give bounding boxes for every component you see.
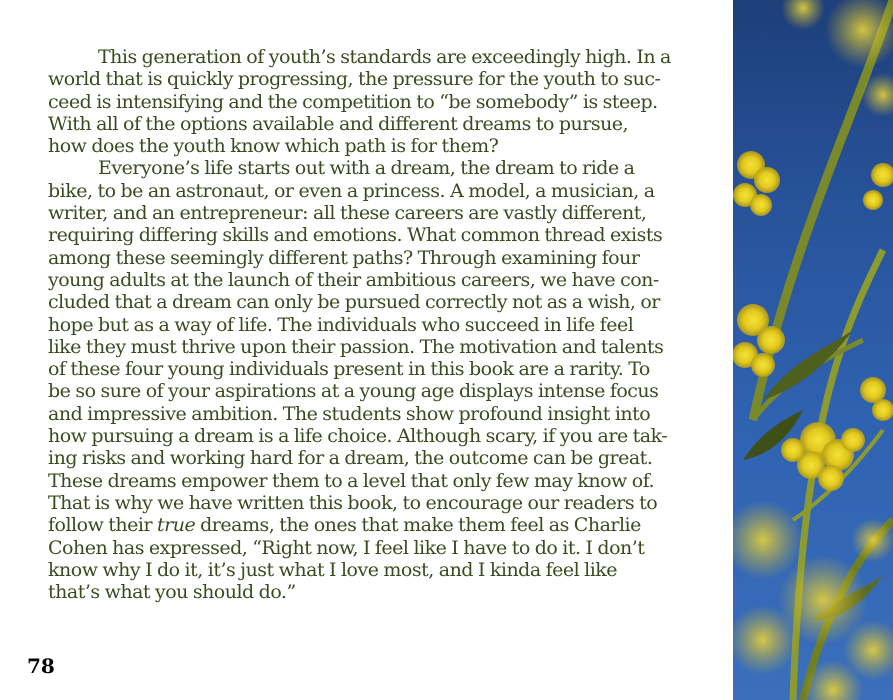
paragraph-2-line: These dreams empower them to a level that only few may know of.	[48, 469, 655, 492]
paragraph-2-line: hope but as a way of life. The individuals who succeed in life feel	[48, 313, 634, 336]
paragraph-2-line: young adults at the launch of their ambitious careers, we have con-	[48, 268, 659, 291]
paragraph-2-line: Everyone’s life starts out with a dream, the dream to ride a	[98, 157, 635, 180]
emphasized-word: true	[156, 514, 196, 537]
page-number: 78	[27, 654, 55, 678]
paragraph-2-line: be so sure of your aspirations at a young age displays intense focus	[48, 380, 659, 403]
quote-line: Cohen has expressed, “Right now, I feel like I have to do it. I don’t	[48, 536, 645, 559]
line-text-before: follow their	[48, 514, 157, 537]
paragraph-2-line: That is why we have written this book, to encourage our readers to	[48, 491, 658, 514]
paragraph-2-line: requiring differing skills and emotions. What common thread exists	[48, 224, 663, 247]
paragraph-2-line: like they must thrive upon their passion. The motivation and talents	[48, 335, 664, 358]
yellow-flowers-photo	[733, 0, 893, 700]
paragraph-2-line-with-emphasis	[48, 514, 670, 536]
paragraph-1-line: With all of the options available and different dreams to pursue,	[48, 112, 629, 135]
paragraph-1-line: how does the youth know which path is for them?	[48, 135, 499, 158]
line-text-after: dreams, the ones that make them feel as Charlie	[195, 514, 641, 537]
quote-line: know why I do it, it’s just what I love most, and I kinda feel like	[48, 558, 618, 581]
paragraph-2-line: how pursuing a dream is a life choice. Although scary, if you are tak-	[48, 425, 668, 448]
paragraph-2-line: cluded that a dream can only be pursued correctly not as a wish, or	[48, 291, 660, 314]
paragraph-1-line: ceed is intensifying and the competition to “be somebody” is steep.	[48, 90, 658, 113]
essay-body	[48, 46, 670, 603]
paragraph-1-line: This generation of youth’s standards are exceedingly high. In a	[98, 46, 671, 68]
paragraph-2-line: and impressive ambition. The students show profound insight into	[48, 402, 651, 425]
paragraph-1-line: world that is quickly progressing, the pressure for the youth to suc-	[48, 68, 661, 91]
paragraph-2-line: ing risks and working hard for a dream, the outcome can be great.	[48, 447, 653, 470]
flower-photo-icon	[733, 0, 893, 700]
paragraph-2-line: bike, to be an astronaut, or even a princess. A model, a musician, a	[48, 179, 655, 202]
paragraph-2-line: writer, and an entrepreneur: all these careers are vastly different,	[48, 202, 647, 225]
paragraph-2-line: among these seemingly different paths? Through examining four	[48, 246, 640, 269]
paragraph-2-line: of these four young individuals present in this book are a rarity. To	[48, 358, 650, 381]
quote-line: that’s what you should do.”	[48, 581, 296, 604]
